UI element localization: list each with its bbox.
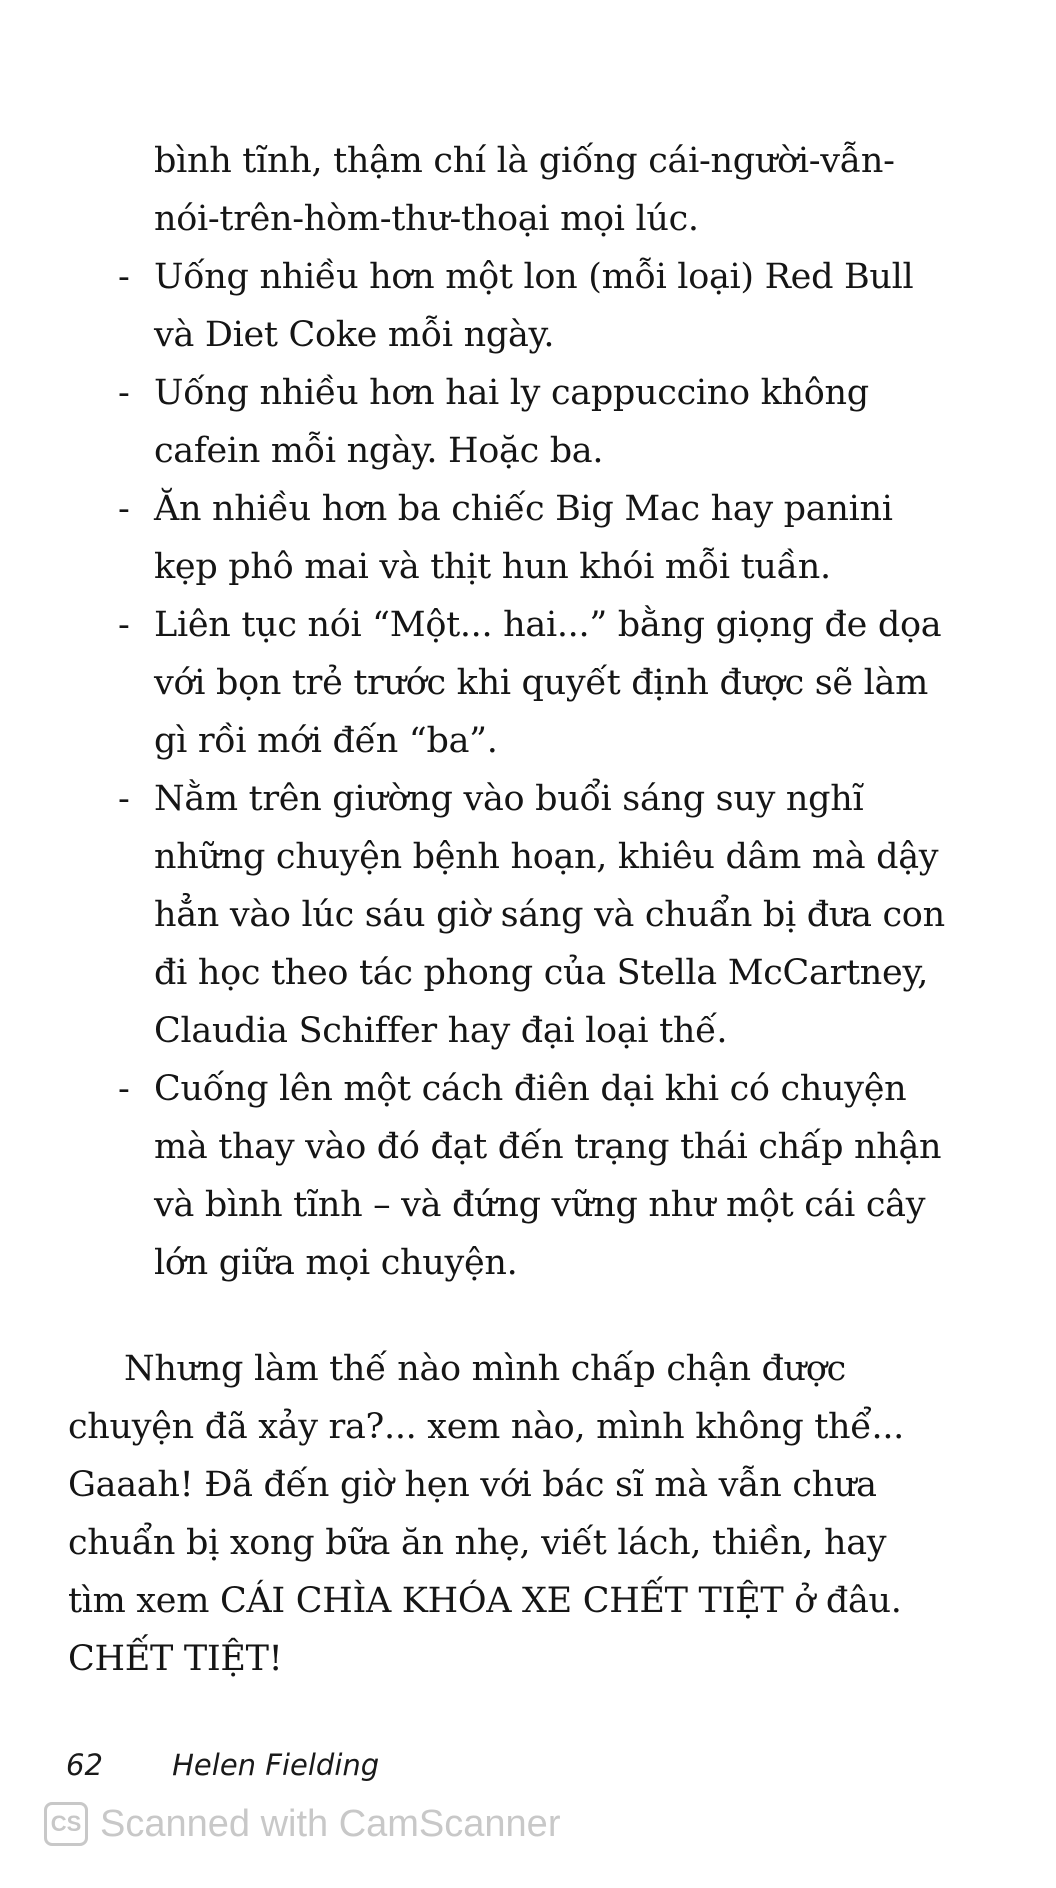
list-item [118,480,948,596]
author-name: Helen Fielding [172,1748,380,1782]
camscanner-watermark [44,1802,560,1846]
list-item [118,248,948,364]
list-item-text: bình tĩnh, thậm chí là giống cái-người-vẫn-nói-trên-hòm-thư-thoại mọi lúc. [154,141,895,239]
list-item-text: Nằm trên giường vào buổi sáng suy nghĩ những chuyện bệnh hoạn, khiêu dâm mà dậy hẳn vào lúc sáu giờ sáng và chuẩn bị đưa con đi học theo tác phong của Stella McCartney, Claudia Schiffer hay đại loại thế. [154,779,945,1051]
list-item-text: Ăn nhiều hơn ba chiếc Big Mac hay panini kẹp phô mai và thịt hun khói mỗi tuần. [154,489,893,587]
page-footer [66,1748,379,1782]
list-item-text: Liên tục nói “Một... hai...” bằng giọng đe dọa với bọn trẻ trước khi quyết định được sẽ làm gì rồi mới đến “ba”. [154,605,942,761]
list-item-continuation [118,132,948,248]
list-item-text: Cuống lên một cách điên dại khi có chuyện mà thay vào đó đạt đến trạng thái chấp nhận và bình tĩnh – và đứng vững như một cái cây lớn giữa mọi chuyện. [154,1069,942,1283]
list-item [118,364,948,480]
list-item-text: Uống nhiều hơn một lon (mỗi loại) Red Bull và Diet Coke mỗi ngày. [154,257,914,355]
dash-bullet: - [118,1069,130,1109]
dash-bullet: - [118,373,130,413]
dash-bullet: - [118,257,130,297]
page-number: 62 [66,1748,103,1782]
body-paragraph: Nhưng làm thế nào mình chấp chận được chuyện đã xảy ra?... xem nào, mình không thể... Gaaah! Đã đến giờ hẹn với bác sĩ mà vẫn chưa chuẩn bị xong bữa ăn nhẹ, viết lách, thiền, hay tìm xem CÁI CHÌA KHÓA XE CHẾT TIỆT ở đâu. CHẾT TIỆT! [68,1349,905,1679]
dash-bullet: - [118,779,130,819]
dash-bullet: - [118,489,130,529]
watermark-text: Scanned with CamScanner [100,1802,561,1845]
list-item [118,770,948,1060]
bullet-list [118,132,948,1292]
list-item [118,1060,948,1292]
list-item-text: Uống nhiều hơn hai ly cappuccino không cafein mỗi ngày. Hoặc ba. [154,373,869,471]
dash-bullet: - [118,605,130,645]
list-item [118,596,948,770]
camscanner-logo-icon: CS [44,1802,88,1846]
